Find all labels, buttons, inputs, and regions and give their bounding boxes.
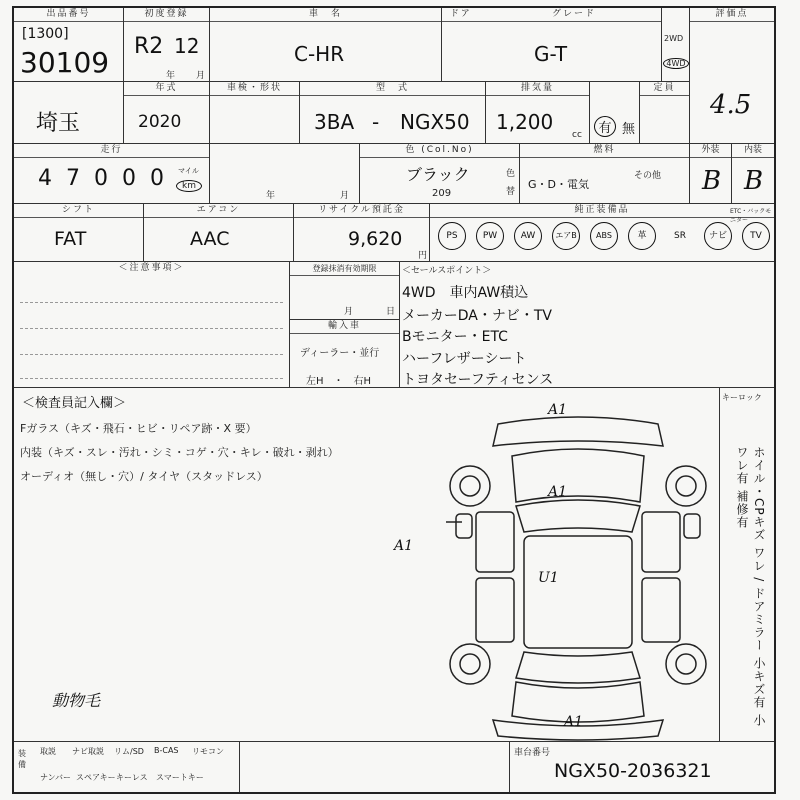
equip-extra: ETC・バックモニター — [730, 208, 772, 224]
score-cell — [690, 8, 774, 144]
sales-point-2: メーカーDA・ナビ・TV — [402, 308, 552, 324]
bottom-label-equip: 装備 — [18, 749, 26, 769]
shift-cell — [14, 204, 144, 262]
mileage-digit-5: 0 — [150, 166, 164, 191]
year-header: 年式 — [124, 82, 209, 96]
hand-note-corner: 動物毛 — [52, 691, 101, 710]
shift-header: シフト — [14, 204, 143, 218]
grade: G-T — [534, 42, 568, 66]
reg-era: R2 — [134, 34, 164, 59]
hand-note-rear: A1 — [564, 714, 584, 730]
mileage-digit-1: 4 — [38, 166, 52, 191]
fuel-header: 燃料 — [520, 144, 689, 158]
model-code: NGX50 — [400, 110, 470, 134]
color-cell — [360, 144, 520, 204]
recycle-header: リサイクル預託金 — [294, 204, 429, 218]
reg-expiry-cell — [290, 262, 400, 320]
model-header: 型 式 — [300, 82, 485, 96]
interior-grade: B — [744, 166, 764, 196]
roof — [524, 536, 632, 648]
mileage-unit-mile: マイル — [178, 167, 199, 175]
reg-year-unit: 年 — [166, 71, 176, 81]
score-header: 評価点 — [690, 8, 774, 22]
turbo-cell — [590, 82, 640, 144]
sales-points-header: ＜セールスポイント＞ — [402, 266, 492, 276]
fuel-types: G・D・電気 — [528, 178, 589, 191]
bottom-label-rim: リム/SD — [114, 747, 144, 756]
exterior-cell — [690, 144, 732, 204]
lot-number: 30109 — [20, 46, 110, 79]
interior-header: 内装 — [732, 144, 774, 158]
color-name: ブラック — [406, 165, 470, 184]
inspector-audio: オーディオ（無し・穴）/ タイヤ（スタッドレス） — [20, 470, 268, 483]
turbo-yes: 有 — [594, 116, 616, 137]
bottom-label-manual: 取説 — [40, 747, 56, 756]
blank-bottom-cell — [240, 742, 510, 792]
inspector-cell — [14, 388, 720, 742]
bottom-label-navi-manual: ナビ取説 — [72, 747, 104, 756]
model-prefix: 3BA — [314, 110, 355, 134]
prefecture: 埼玉 — [36, 111, 81, 136]
right-rear-door — [642, 578, 680, 642]
mileage-header: 走行 — [14, 144, 209, 158]
chassis-cell — [510, 742, 774, 792]
interior-cell — [732, 144, 774, 204]
import-hand: 左H ・ 右H — [306, 376, 372, 387]
bottom-label-spare-key: スペアキー — [76, 773, 116, 782]
reg-expiry-header: 登録抹消有効期限 — [290, 262, 399, 276]
equip-aw: AW — [514, 222, 542, 250]
left-mirror — [456, 514, 472, 538]
displacement: 1,200 — [496, 110, 554, 134]
lot-cell — [14, 8, 124, 82]
aircon: AAC — [190, 228, 230, 250]
capacity-header: 定員 — [640, 82, 689, 96]
windshield — [516, 500, 640, 532]
key-lock-cell — [720, 388, 774, 742]
year-mark: 年 — [266, 191, 276, 201]
left-front-door — [476, 512, 514, 572]
rear-left-tire — [450, 644, 490, 684]
aircon-cell — [144, 204, 294, 262]
inspector-interior: 内装（キズ・スレ・汚れ・シミ・コゲ・穴・キレ・破れ・剥れ） — [20, 446, 339, 459]
four-wd-selected: 4WD — [663, 58, 689, 69]
front-bumper — [493, 417, 663, 446]
color-label-2: 替 — [506, 187, 516, 197]
notes-line — [20, 328, 283, 329]
month-mark: 月 — [340, 191, 350, 201]
bottom-label-keyless: キーレス — [116, 773, 148, 782]
recycle-fee: 9,620 — [348, 228, 403, 250]
equip-leather: 革 — [628, 222, 656, 250]
sales-point-5: トヨタセーフティセンス — [402, 372, 554, 388]
notes-header: ＜注意事項＞ — [118, 263, 185, 273]
notes-cell — [14, 262, 290, 388]
equip-sunroof: SR — [674, 231, 686, 241]
reg-month-unit: 月 — [196, 71, 206, 81]
rear-left-wheel — [460, 654, 480, 674]
model-dash: - — [372, 110, 380, 134]
recycle-cell — [294, 204, 430, 262]
aircon-header: エアコン — [144, 204, 293, 218]
displacement-header: 排気量 — [486, 82, 589, 96]
equip-ps: PS — [438, 222, 466, 250]
recycle-unit: 円 — [418, 251, 428, 261]
bottom-labels-cell — [14, 742, 240, 792]
notes-line — [20, 354, 283, 355]
import-header: 輸入車 — [290, 320, 399, 334]
notes-line — [20, 378, 283, 379]
equip-abs: ABS — [590, 222, 618, 250]
sales-point-1: 4WD 車内AW積込 — [402, 285, 529, 301]
car-name-cell — [210, 8, 442, 82]
rear-window — [516, 652, 640, 683]
rear-right-wheel — [676, 654, 696, 674]
grade-cell — [442, 8, 662, 82]
inspector-header: ＜検査員記入欄＞ — [22, 396, 127, 411]
prefecture-cell — [14, 82, 124, 144]
equip-pw: PW — [476, 222, 504, 250]
rear-right-tire — [666, 644, 706, 684]
two-wd-label: 2WD — [664, 34, 684, 43]
equip-airbag: エアB — [552, 222, 580, 250]
bottom-label-smart-key: スマートキー — [156, 773, 204, 782]
hand-note-left: A1 — [394, 538, 414, 554]
inspection-date-cell — [210, 144, 360, 204]
shape-cell — [210, 82, 300, 144]
capacity-cell — [640, 82, 690, 144]
score-handwritten: 4.5 — [710, 90, 752, 120]
front-left-tire — [450, 466, 490, 506]
sales-points-cell — [400, 262, 774, 388]
turbo-no: 無 — [622, 122, 636, 137]
reg-expiry-day: 日 — [386, 307, 396, 317]
mileage-digit-2: 7 — [66, 166, 80, 191]
model-cell — [300, 82, 486, 144]
front-left-wheel — [460, 476, 480, 496]
mileage-cell — [14, 144, 210, 204]
year-cell — [124, 82, 210, 144]
side-note: ホイル・CPキズ ワレ / ドアミラー 小キズ有 小ワレ有 補修有 — [735, 446, 766, 727]
displacement-unit: cc — [572, 130, 582, 140]
bottom-label-plate: ナンバー — [40, 773, 72, 782]
import-dealer: ディーラー・並行 — [300, 348, 380, 359]
inspector-fglass: Fガラス（キズ・飛石・ヒビ・リペア跡・X 要） — [20, 422, 257, 435]
right-mirror — [684, 514, 700, 538]
import-cell — [290, 320, 400, 388]
chassis-number: NGX50-2036321 — [554, 760, 712, 782]
inspection-sheet — [12, 6, 776, 794]
notes-line — [20, 302, 283, 303]
reg-month: 12 — [174, 34, 200, 58]
front-right-wheel — [676, 476, 696, 496]
color-code: 209 — [432, 188, 452, 199]
door-header: ドア — [450, 9, 472, 19]
sales-point-4: ハーフレザーシート — [402, 351, 527, 367]
mileage-digit-4: 0 — [122, 166, 136, 191]
lot-code: [1300] — [22, 26, 69, 42]
front-right-tire — [666, 466, 706, 506]
bottom-label-bcas: B-CAS — [154, 746, 179, 755]
car-name-header: 車 名 — [210, 8, 441, 22]
exterior-grade: B — [702, 166, 722, 196]
model-year: 2020 — [138, 112, 182, 132]
shape-header: 車検・形状 — [210, 82, 299, 96]
hand-note-hood: A1 — [548, 484, 568, 500]
equip-navi: ナビ — [704, 222, 732, 250]
color-header: 色 (Col.No) — [360, 144, 519, 158]
reg-expiry-month: 月 — [344, 307, 354, 317]
equip-tv: TV — [742, 222, 770, 250]
exterior-header: 外装 — [690, 144, 731, 158]
hood — [512, 449, 644, 502]
door-grade-header — [442, 8, 661, 22]
color-label-1: 色 — [506, 169, 516, 179]
mileage-digit-3: 0 — [94, 166, 108, 191]
registration-cell — [124, 8, 210, 82]
lot-header: 出品番号 — [14, 8, 123, 22]
fuel-other: その他 — [634, 171, 662, 181]
fuel-cell — [520, 144, 690, 204]
car-diagram — [428, 402, 728, 742]
sales-point-3: Bモニター・ETC — [402, 329, 508, 345]
displacement-cell — [486, 82, 590, 144]
bottom-label-remote: リモコン — [192, 747, 224, 756]
equipment-cell — [430, 204, 774, 262]
key-lock-header: キーロック — [722, 393, 762, 402]
reg-header: 初度登録 — [124, 8, 209, 22]
shift: FAT — [54, 228, 87, 250]
mileage-unit-km: km — [176, 180, 202, 192]
hand-note-roof: U1 — [538, 570, 559, 586]
drive-cell — [662, 8, 690, 82]
chassis-header: 車台番号 — [514, 748, 551, 758]
grade-header: グレード — [552, 9, 597, 19]
equipment-header: 純正装備品 — [430, 204, 774, 218]
hand-note-front: A1 — [548, 402, 568, 418]
right-front-door — [642, 512, 680, 572]
car-name: C-HR — [294, 42, 345, 66]
left-rear-door — [476, 578, 514, 642]
